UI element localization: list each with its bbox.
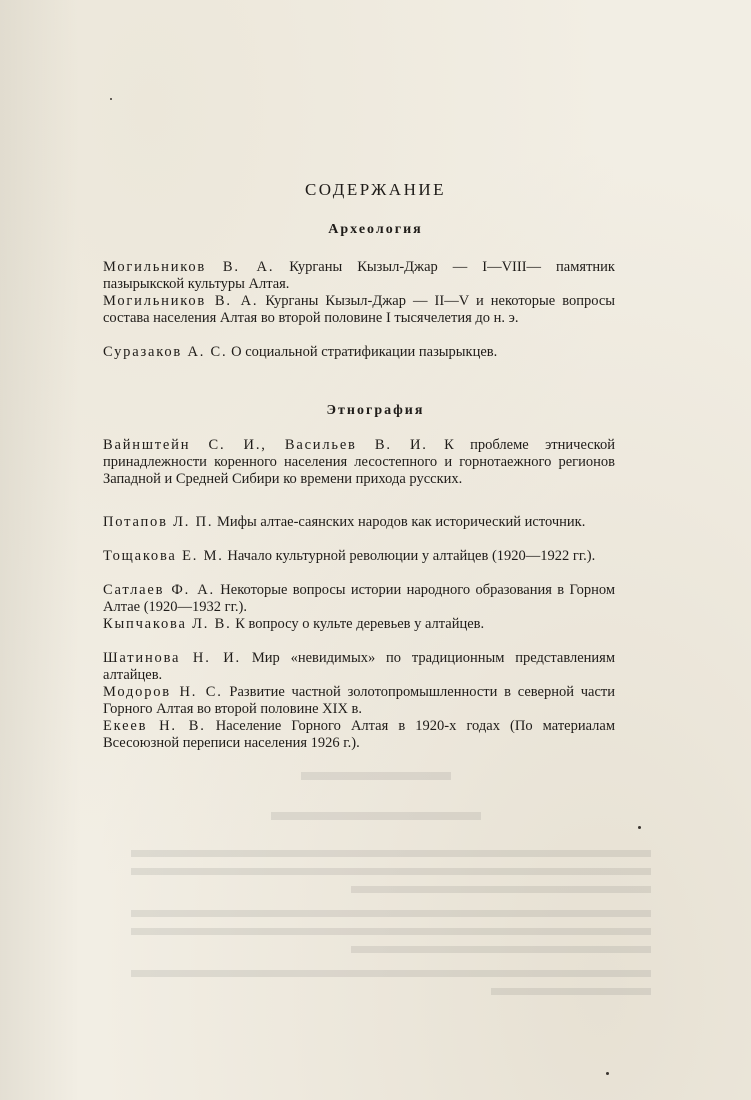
show-through-bleed [0,760,751,1020]
section-heading-archaeology: Археология [328,222,423,237]
page-title: СОДЕРЖАНИЕ [304,180,447,199]
entry-author: Шатинова Н. И. [103,650,241,666]
entry-title: К вопросу о культе деревьев у алтайцев. [235,616,485,632]
entry-title: Курганы Кызыл-Джар — II—V и некоторые вопросы состава населения Алтая во второй половине I тысячелетия до н. э. [103,293,615,326]
entry-title: Мифы алтае-саянских народов как исторический источник. [216,514,586,530]
entry-title: Развитие частной золотопромышленности в северной части Горного Алтая во второй половине XIX в. [103,684,616,717]
toc-entry [103,548,615,565]
toc-entry [103,344,615,361]
entry-title: Курганы Кызыл-Джар — I—VIII— памятник пазырыкской культуры Алтая. [103,259,615,292]
entry-title: Начало культурной революции у алтайцев (1920—1922 гг.). [227,548,596,564]
toc-entry [103,684,615,718]
toc-entry [103,718,615,752]
entry-title: Мир «невидимых» по традиционным представлениям алтайцев. [103,650,616,683]
entry-author: Екеев Н. В. [103,718,206,734]
entry-author: Потапов Л. П. [103,514,214,530]
speck [638,826,641,829]
toc-entry [103,259,615,293]
entry-title: Некоторые вопросы истории народного образования в Горном Алтае (1920—1932 гг.). [103,582,615,615]
toc-entry [103,650,615,684]
entry-title: К проблеме этнической принадлежности коренного населения лесостепного и горнотаежного регионов Западной и Средней Сибири ко времени прихода русских. [103,437,615,487]
entry-author: Могильников В. А. [103,293,259,309]
entry-author: Вайнштейн С. И., Васильев В. И. [103,437,428,453]
toc-entry [103,514,615,531]
entry-title: Население Горного Алтая в 1920-х годах (По материалам Всесоюзной переписи населения 1926 г.). [103,718,616,751]
entry-author: Модоров Н. С. [103,684,223,700]
entry-author: Суразаков А. С. [103,344,228,360]
entry-author: Кыпчакова Л. В. [103,616,232,632]
entry-author: Тощакова Е. М. [103,548,224,564]
toc-entry [103,616,615,633]
speck [606,1072,609,1075]
entry-author: Сатлаев Ф. А. [103,582,215,598]
toc-entry [103,293,615,327]
entry-title: О социальной стратификации пазырыкцев. [231,344,498,360]
speck [110,98,112,100]
section-heading-ethnography: Этнография [326,403,425,418]
toc-entry [103,582,615,616]
toc-entry [103,437,615,487]
entry-author: Могильников В. А. [103,259,275,275]
